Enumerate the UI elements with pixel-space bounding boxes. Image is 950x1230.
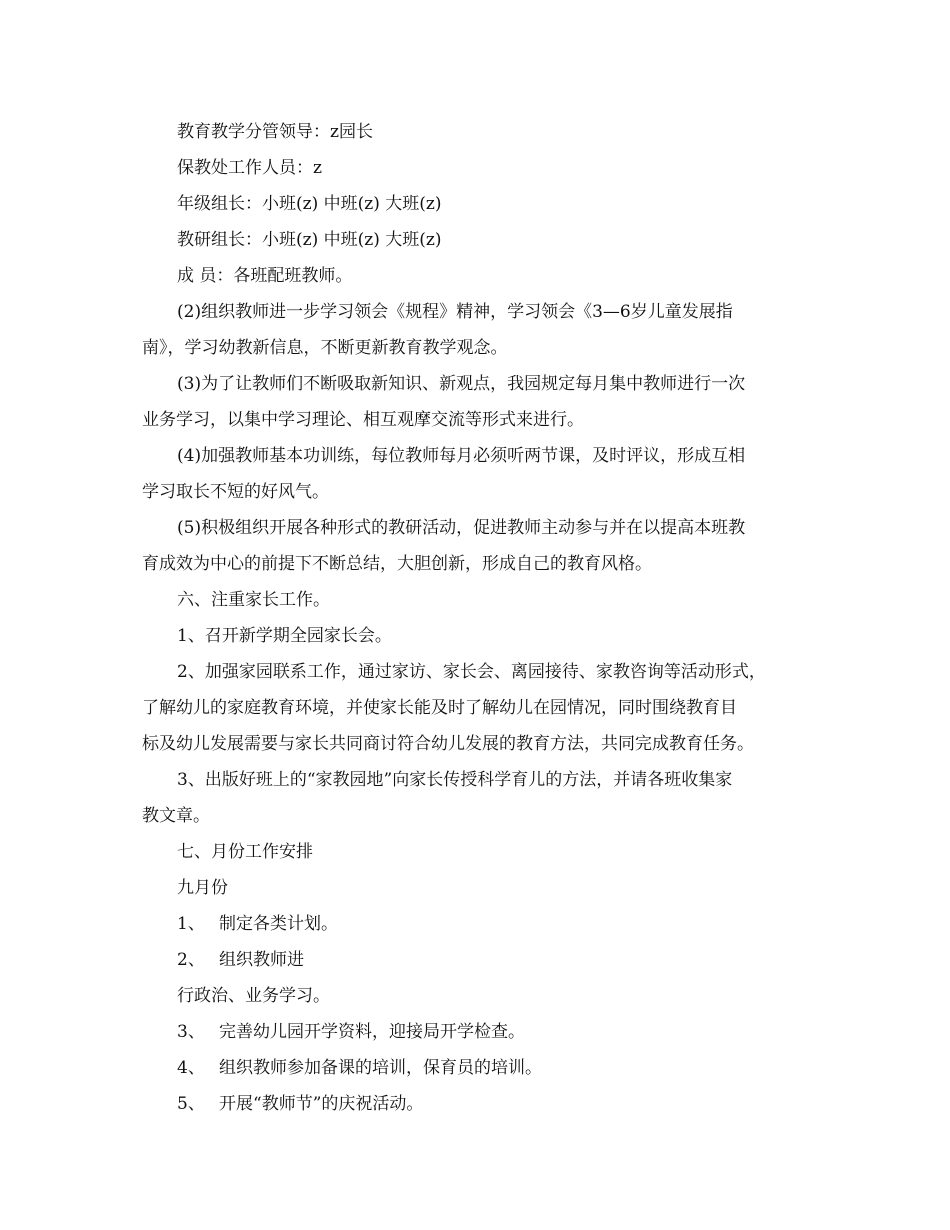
paragraph-line: 育成效为中心的前提下不断总结，大胆创新，形成自己的教育风格。 bbox=[142, 554, 652, 574]
list-item bbox=[142, 942, 822, 978]
paragraph-line: 教育教学分管领导：z园长 bbox=[177, 122, 373, 142]
section-heading: 七、月份工作安排 bbox=[177, 842, 313, 862]
paragraph-line: 南》，学习幼教新信息，不断更新教育教学观念。 bbox=[142, 338, 508, 358]
list-item-number: 4、 bbox=[177, 1058, 205, 1078]
section-heading: 六、注重家长工作。 bbox=[177, 590, 330, 610]
list-item bbox=[142, 906, 822, 942]
list-item bbox=[142, 1014, 822, 1050]
paragraph-line: 2、加强家园联系工作，通过家访、家长会、离园接待、家教咨询等活动形式， bbox=[177, 662, 766, 682]
month-heading: 九月份 bbox=[177, 878, 228, 898]
list-item-text: 组织教师进 bbox=[219, 950, 304, 970]
paragraph-line: 保教处工作人员：z bbox=[177, 158, 322, 178]
list-item-text: 组织教师参加备课的培训，保育员的培训。 bbox=[219, 1058, 542, 1078]
paragraph-line: 年级组长：小班(z) 中班(z) 大班(z) bbox=[177, 194, 442, 214]
list-item-number: 1、 bbox=[177, 914, 205, 934]
list-item-text: 完善幼儿园开学资料，迎接局开学检查。 bbox=[219, 1022, 525, 1042]
document-body bbox=[142, 114, 822, 1122]
list-item-text: 制定各类计划。 bbox=[219, 914, 338, 934]
list-item-number: 3、 bbox=[177, 1022, 205, 1042]
list-item-continuation bbox=[142, 978, 822, 1014]
list-item-number: 5、 bbox=[177, 1094, 205, 1114]
paragraph-line: (4)加强教师基本功训练，每位教师每月必须听两节课，及时评议，形成互相 bbox=[177, 446, 746, 466]
paragraph-line: 教文章。 bbox=[142, 806, 210, 826]
paragraph-line: 学习取长不短的好风气。 bbox=[142, 482, 329, 502]
paragraph-line: 标及幼儿发展需要与家长共同商讨符合幼儿发展的教育方法，共同完成教育任务。 bbox=[142, 734, 754, 754]
paragraph-line: (2)组织教师进一步学习领会《规程》精神，学习领会《3—6岁儿童发展指 bbox=[177, 302, 733, 322]
list-item bbox=[142, 1086, 822, 1122]
list-item bbox=[142, 1050, 822, 1086]
paragraph-line: 教研组长：小班(z) 中班(z) 大班(z) bbox=[177, 230, 442, 250]
paragraph-line: 业务学习，以集中学习理论、相互观摩交流等形式来进行。 bbox=[142, 410, 584, 430]
paragraph-line: 成 员：各班配班教师。 bbox=[177, 266, 353, 286]
paragraph-line: (5)积极组织开展各种形式的教研活动，促进教师主动参与并在以提高本班教 bbox=[177, 518, 746, 538]
paragraph-line: 3、出版好班上的“家教园地”向家长传授科学育儿的方法，并请各班收集家 bbox=[177, 770, 733, 790]
list-item-text: 开展“教师节”的庆祝活动。 bbox=[219, 1094, 424, 1114]
paragraph-line: 1、召开新学期全园家长会。 bbox=[177, 626, 392, 646]
paragraph-line: (3)为了让教师们不断吸取新知识、新观点，我园规定每月集中教师进行一次 bbox=[177, 374, 746, 394]
list-item-number: 2、 bbox=[177, 950, 205, 970]
paragraph-line: 了解幼儿的家庭教育环境，并使家长能及时了解幼儿在园情况，同时围绕教育目 bbox=[142, 698, 737, 718]
list-item-text: 行政治、业务学习。 bbox=[177, 986, 330, 1006]
